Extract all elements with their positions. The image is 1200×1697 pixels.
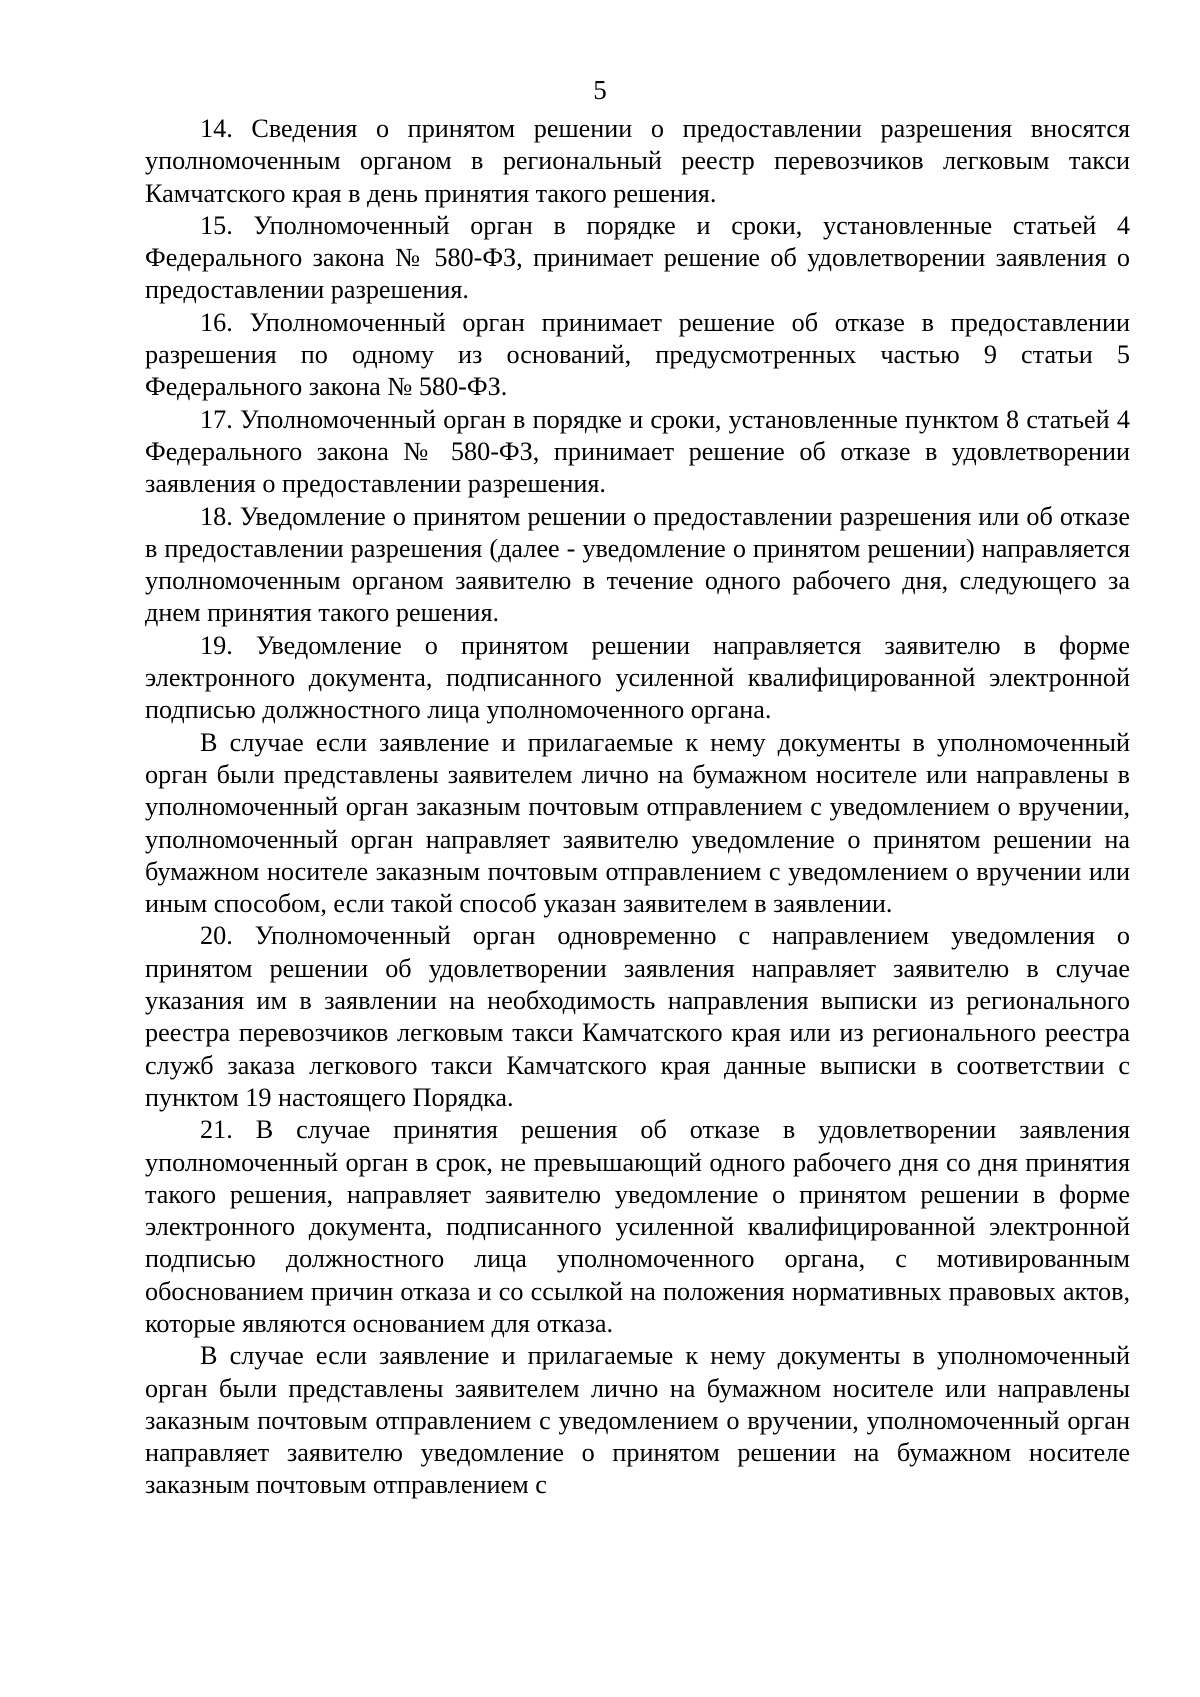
paragraph-21-continuation: В случае если заявление и прилагаемые к нему документы в уполномоченный орган были представлены заявителем лично на бумажном носителе или направлены заказным почтовым отправлением с уведомлением о вручении, уполномоченный орган направляет заявителю уведомление о принятом решении на бумажном носителе заказным почтовым отправлением с xyxy=(145,1341,1130,1500)
paragraph-19-continuation: В случае если заявление и прилагаемые к нему документы в уполномоченный орган были представлены заявителем лично на бумажном носителе или направлены в уполномоченный орган заказным почтовым отправлением с уведомлением о вручении, уполномоченный орган направляет заявителю уведомление о принятом решении на бумажном носителе заказным почтовым отправлением с уведомлением о вручении или иным способом, если такой способ указан заявителем в заявлении. xyxy=(145,727,1130,919)
paragraph-16: 16. Уполномоченный орган принимает решение об отказе в предоставлении разрешения по одному из оснований, предусмотренных частью 9 статьи 5 Федерального закона № 580-ФЗ. xyxy=(145,307,1130,402)
paragraph-15: 15. Уполномоченный орган в порядке и сроки, установленные статьей 4 Федерального закона № 580-ФЗ, принимает решение об удовлетворении заявления о предоставлении разрешения. xyxy=(145,210,1130,305)
page-number: 5 xyxy=(593,75,607,105)
paragraph-14: 14. Сведения о принятом решении о предоставлении разрешения вносятся уполномоченным органом в региональный реестр перевозчиков легковым такси Камчатского края в день принятия такого решения. xyxy=(145,114,1130,208)
paragraph-21: 21. В случае принятия решения об отказе в удовлетворении заявления уполномоченный орган в срок, не превышающий одного рабочего дня со дня принятия такого решения, направляет заявителю уведомление о принятом решении в форме электронного документа, подписанного усиленной квалифицированной электронной подписью должностного лица уполномоченного органа, с мотивированным обоснованием причин отказа и со ссылкой на положения нормативных правовых актов, которые являются основанием для отказа. xyxy=(145,1115,1130,1338)
document-body xyxy=(145,113,1130,1502)
paragraph-17: 17. Уполномоченный орган в порядке и сроки, установленные пунктом 8 статьей 4 Федерального закона № 580-ФЗ, принимает решение об отказе в удовлетворении заявления о предоставлении разрешения. xyxy=(145,404,1130,499)
paragraph-19: 19. Уведомление о принятом решении направляется заявителю в форме электронного документа, подписанного усиленной квалифицированной электронной подписью должностного лица уполномоченного органа. xyxy=(145,630,1130,725)
paragraph-20: 20. Уполномоченный орган одновременно с направлением уведомления о принятом решении об удовлетворении заявления направляет заявителю в случае указания им в заявлении на необходимость направления выписки из регионального реестра перевозчиков легковым такси Камчатского края или из регионального реестра служб заказа легкового такси Камчатского края данные выписки в соответствии с пунктом 19 настоящего Порядка. xyxy=(145,921,1130,1112)
paragraph-18: 18. Уведомление о принятом решении о предоставлении разрешения или об отказе в предоставлении разрешения (далее - уведомление о принятом решении) направляется уполномоченным органом заявителю в течение одного рабочего дня, следующего за днем принятия такого решения. xyxy=(145,501,1130,628)
